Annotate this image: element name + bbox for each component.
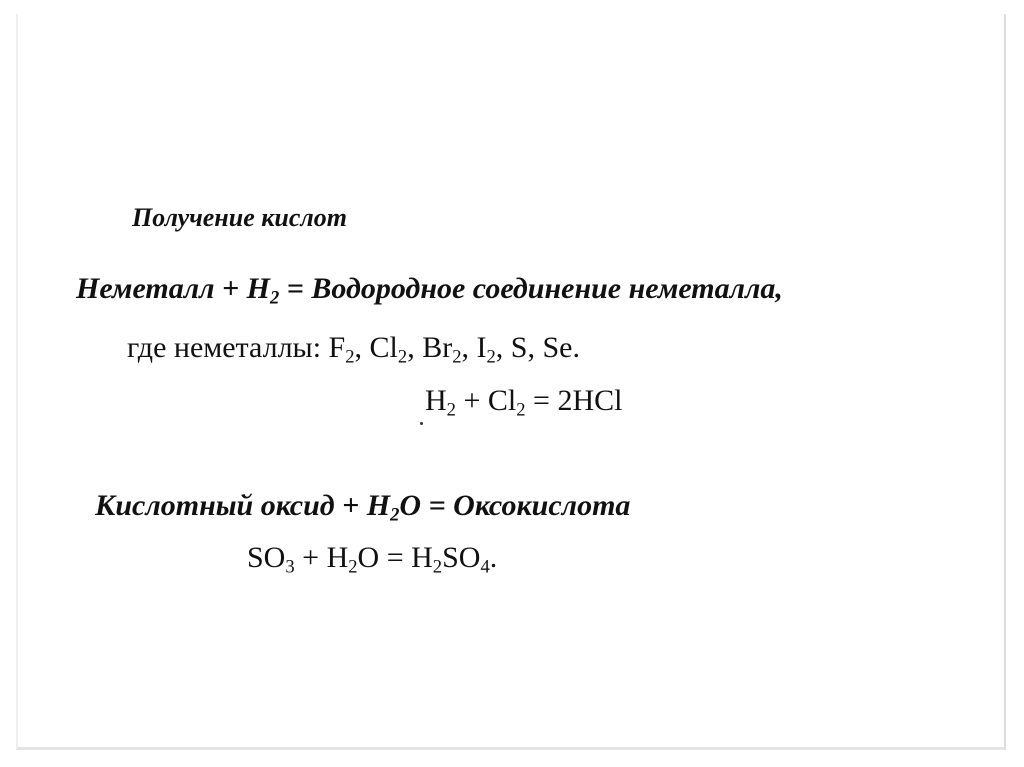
nonmetals-list <box>127 331 580 368</box>
nonmetals-rest: , S, Se. <box>495 331 580 364</box>
scan-speck <box>420 422 423 425</box>
page-title <box>132 205 347 231</box>
cl2-subscript: 2 <box>397 346 408 368</box>
eq1-cl: + Cl <box>455 384 517 417</box>
eq2-so4: SO <box>442 541 481 574</box>
rule2-h2-subscript: 2 <box>390 504 400 526</box>
rule1-nonmetal: Неметалл + H <box>76 272 270 305</box>
eq1-h2-subscript: 2 <box>446 399 456 421</box>
eq2-so3-subscript: 3 <box>285 556 295 578</box>
eq1-cl2-subscript: 2 <box>516 399 526 421</box>
br2-subscript: 2 <box>452 346 462 368</box>
eq2-eq: O = H <box>357 541 433 574</box>
equation-hcl <box>425 384 623 421</box>
eq2-so4-subscript: 4 <box>480 556 490 578</box>
i2-subscript: 2 <box>486 346 496 368</box>
eq2-end: . <box>489 541 498 574</box>
slide-frame <box>16 14 1006 750</box>
rule1-result: = Водородное соединение неметалла, <box>279 272 783 305</box>
rule2-oxide: Кислотный оксид + H <box>95 489 391 522</box>
rule1-h2-subscript: 2 <box>269 287 280 309</box>
heading-text: Получение кислот <box>132 203 347 232</box>
equation-sulfuric-acid <box>247 541 498 578</box>
nonmetals-i: , I <box>461 331 487 364</box>
f2-subscript: 2 <box>345 346 355 368</box>
eq1-h: H <box>425 384 447 417</box>
nonmetals-cl: , Cl <box>354 331 398 364</box>
rule-acid-oxide-water <box>95 489 631 526</box>
eq2-h2-subscript: 2 <box>348 556 358 578</box>
eq2-h: + H <box>294 541 349 574</box>
eq2-h2so4-subscript: 2 <box>432 556 443 578</box>
eq2-so: SO <box>247 541 286 574</box>
eq1-product: = 2HCl <box>525 384 623 417</box>
nonmetals-br: , Br <box>407 331 453 364</box>
rule-nonmetal-hydrogen <box>76 272 783 309</box>
rule2-result: O = Оксокислота <box>399 489 631 522</box>
nonmetals-prefix: где неметаллы: F <box>127 331 346 364</box>
